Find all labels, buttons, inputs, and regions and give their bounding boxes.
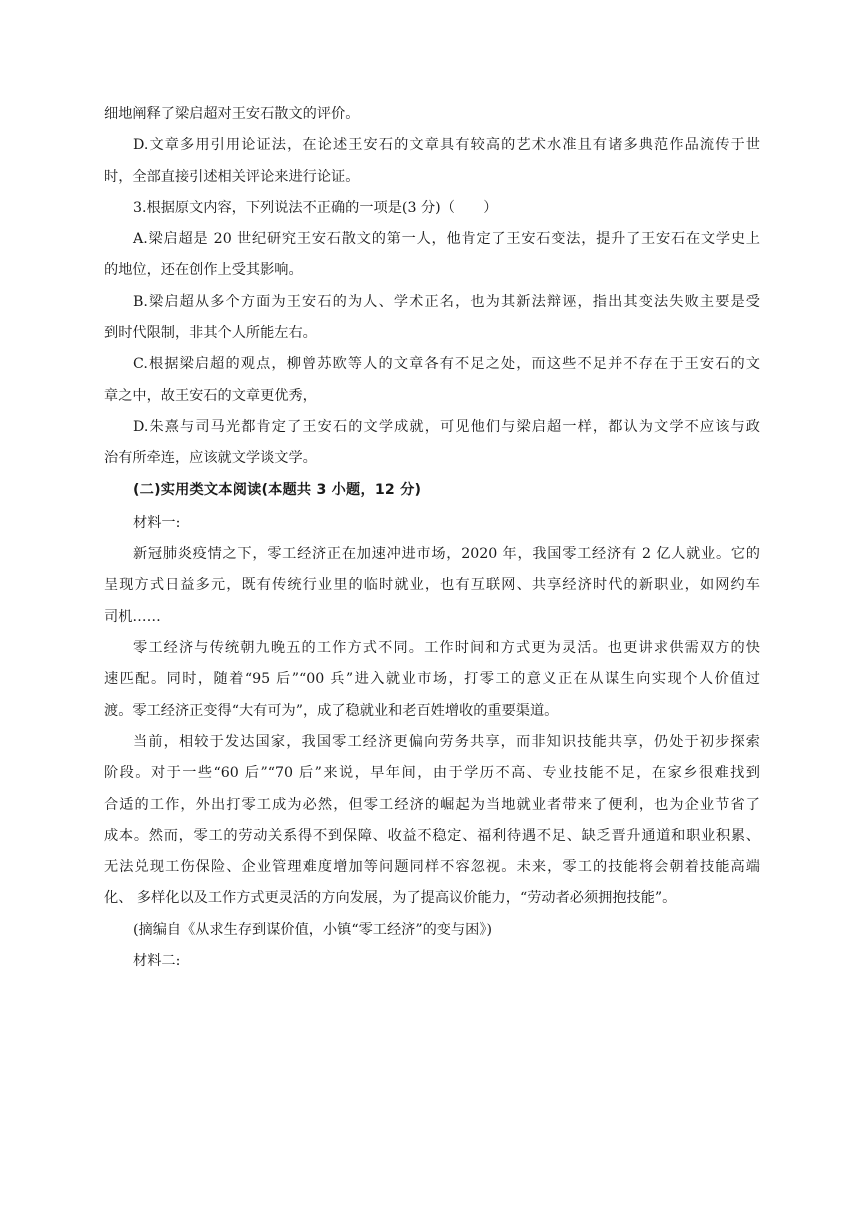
- option-b: B.梁启超从多个方面为王安石的为人、学术正名，也为其新法辩诬，指出其变法失败主要是受: [133, 293, 760, 310]
- text-line: 司机……: [104, 608, 161, 625]
- text-line: 时，全部直接引述相关评论来进行论证。: [104, 168, 360, 185]
- text-line: 零工经济与传统朝九晚五的工作方式不同。工作时间和方式更为灵活。也更讲求供需双方的快: [133, 640, 760, 657]
- option-c: C.根据梁启超的观点，柳曾苏欧等人的文章各有不足之处，而这些不足并不存在于王安石的文: [133, 356, 760, 373]
- text-line: 速匹配。同时，随着“95 后”“00 兵”进入就业市场，打零工的意义正在从谋生向实现个人价值过: [104, 671, 760, 688]
- option-d-cont: 治有所牵连，应该就文学谈文学。: [104, 450, 317, 467]
- document-body: [104, 99, 760, 977]
- question-3-stem: 3.根据原文内容，下列说法不正确的一项是(3 分)（ ）: [133, 199, 498, 216]
- text-line: 新冠肺炎疫情之下，零工经济正在加速冲进市场，2020 年，我国零工经济有 2 亿人就业。它的: [133, 546, 760, 563]
- option-c-cont: 章之中，故王安石的文章更优秀，: [104, 387, 317, 404]
- text-line: 渡。零工经济正变得“大有可为”，成了稳就业和老百姓增收的重要渠道。: [104, 702, 559, 719]
- source-citation: (摘编自《从求生存到谋价值，小镇“零工经济”的变与困》): [133, 921, 492, 938]
- text-line: D.文章多用引用论证法，在论述王安石的文章具有较高的艺术水准且有诸多典范作品流传于世: [133, 137, 760, 154]
- text-line: 当前，相较于发达国家，我国零工经济更偏向劳务共享，而非知识技能共享，仍处于初步探索: [133, 733, 760, 750]
- material-one-label: 材料一:: [133, 514, 181, 531]
- text-line: 合适的工作，外出打零工成为必然，但零工经济的崛起为当地就业者带来了便利，也为企业节省了: [104, 796, 760, 813]
- section-heading: (二)实用类文本阅读(本题共 3 小题，12 分): [133, 481, 422, 498]
- text-line: 细地阐释了梁启超对王安石散文的评价。: [104, 106, 360, 122]
- text-line: 呈现方式日益多元，既有传统行业里的临时就业，也有互联网、共享经济时代的新职业，如网约车: [104, 577, 760, 594]
- text-line: 化、 多样化以及工作方式更灵活的方向发展，为了提高议价能力，“劳动者必须拥抱技能”。: [104, 890, 677, 907]
- option-a-cont: 的地位，还在创作上受其影响。: [104, 262, 303, 279]
- option-d: D.朱熹与司马光都肯定了王安石的文学成就，可见他们与梁启超一样，都认为文学不应该与政: [133, 418, 760, 435]
- text-line: 阶段。对于一些“60 后”“70 后”来说，早年间，由于学历不高、专业技能不足，在家乡很难找到: [104, 765, 760, 782]
- option-a: A.梁启超是 20 世纪研究王安石散文的第一人，他肯定了王安石变法，提升了王安石在文学史上: [133, 231, 760, 248]
- material-two-label: 材料二:: [133, 953, 181, 970]
- option-b-cont: 到时代限制，非其个人所能左右。: [104, 325, 317, 342]
- text-line: 成本。然而，零工的劳动关系得不到保障、收益不稳定、福利待遇不足、缺乏晋升通道和职业积累、: [104, 827, 760, 844]
- text-line: 无法兑现工伤保险、企业管理难度增加等问题同样不容忽视。未来，零工的技能将会朝着技能高端: [104, 859, 760, 876]
